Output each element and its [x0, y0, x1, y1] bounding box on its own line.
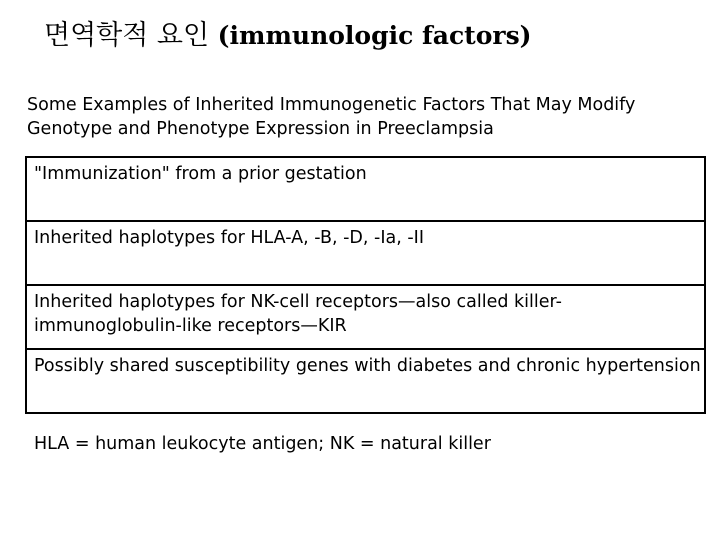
title-korean: 면역학적 요인	[44, 20, 210, 51]
table-row: Inherited haplotypes for HLA-A, -B, -D, -Ia, -II	[27, 220, 704, 284]
slide-title	[44, 20, 531, 52]
factors-table	[25, 156, 706, 414]
title-english: (immunologic factors)	[217, 21, 532, 50]
footnote: HLA = human leukocyte antigen; NK = natural killer	[34, 434, 491, 454]
table-row: Inherited haplotypes for NK-cell receptors—also called killer-immunoglobulin-like receptors—KIR	[27, 284, 704, 348]
table-row: Possibly shared susceptibility genes with diabetes and chronic hypertension	[27, 348, 704, 412]
table-caption: Some Examples of Inherited Immunogenetic Factors That May Modify Genotype and Phenotype Expression in Preeclampsia	[27, 95, 636, 139]
table-row: "Immunization" from a prior gestation	[34, 164, 367, 184]
